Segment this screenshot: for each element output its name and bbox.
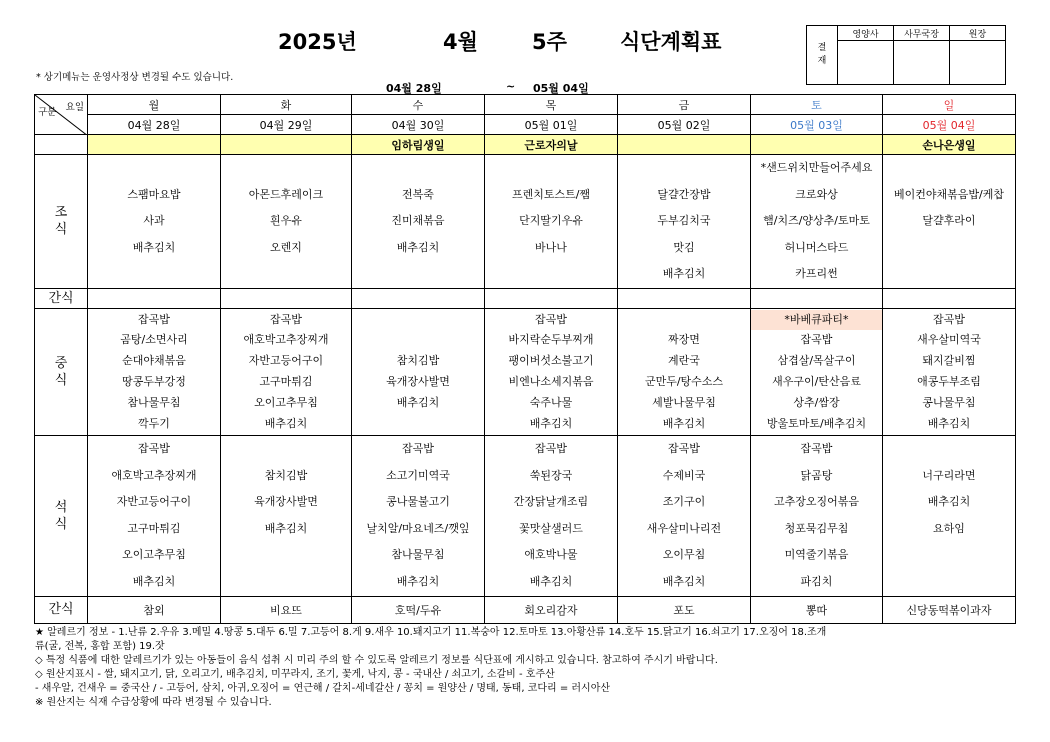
event-cell bbox=[751, 135, 883, 155]
footer-line: 류(굴, 전복, 홍합 포함) 19.잣 bbox=[35, 641, 165, 652]
dinner-cell bbox=[618, 435, 751, 596]
menu-item: 잡곡밥 bbox=[800, 441, 833, 455]
day-header: 일 bbox=[883, 95, 1016, 115]
menu-item: 오렌지 bbox=[270, 240, 302, 254]
menu-item bbox=[883, 436, 1015, 463]
menu-item: 햄/치즈/양상추/토마토 bbox=[763, 214, 870, 228]
footer-line: ◇ 원산지표시 - 쌀, 돼지고기, 닭, 오리고기, 배추김치, 미꾸라지, 조기, 꽃게, 낙지, 콩 - 국내산 / 쇠고기, 소갈비 - 호주산 bbox=[35, 669, 555, 680]
menu-item bbox=[221, 261, 351, 288]
snack1-cell bbox=[88, 288, 221, 308]
menu-item: 잡곡밥 bbox=[933, 312, 965, 326]
menu-item bbox=[352, 310, 484, 331]
lunch-cell bbox=[751, 308, 883, 435]
menu-item: 아몬드후레이크 bbox=[248, 187, 324, 201]
menu-item bbox=[883, 569, 1015, 596]
snack2-cell: 호떡/두유 bbox=[352, 596, 485, 623]
menu-item: 크로와상 bbox=[795, 187, 838, 201]
menu-item: 배추김치 bbox=[396, 574, 440, 588]
menu-item: 간장닭날개조림 bbox=[513, 495, 589, 509]
corner-category-label: 구분 bbox=[38, 107, 57, 118]
lunch-cell bbox=[485, 308, 618, 435]
date-header: 05월 02일 bbox=[618, 115, 751, 135]
menu-item: 땅콩두부강정 bbox=[122, 374, 186, 388]
menu-item: 조기구이 bbox=[662, 495, 706, 509]
menu-item: 숙주나물 bbox=[529, 395, 573, 409]
approval-sign-1 bbox=[838, 41, 894, 85]
menu-item: 육개장사발면 bbox=[254, 495, 318, 509]
event-cell bbox=[618, 135, 751, 155]
menu-item: 배추김치 bbox=[264, 416, 308, 430]
menu-item: 달걀간장밥 bbox=[657, 187, 711, 201]
date-header: 04월 30일 bbox=[352, 115, 485, 135]
approval-box bbox=[806, 25, 1006, 85]
menu-item bbox=[618, 155, 750, 182]
range-start: 04월 28일 bbox=[386, 82, 442, 95]
range-sep: ~ bbox=[506, 80, 516, 93]
menu-item: 소고기미역국 bbox=[386, 468, 450, 482]
menu-item: 스팸마요밥 bbox=[127, 187, 181, 201]
dinner-cell bbox=[352, 435, 485, 596]
day-header: 토 bbox=[751, 95, 883, 115]
menu-item bbox=[352, 155, 484, 182]
event-cell bbox=[221, 135, 352, 155]
menu-item: 흰우유 bbox=[270, 214, 302, 228]
event-row-head bbox=[35, 135, 88, 155]
title-week: 5주 bbox=[532, 30, 567, 54]
menu-item: 고구마튀김 bbox=[259, 374, 313, 388]
menu-item: 애호박고추장찌개 bbox=[111, 468, 197, 482]
menu-item bbox=[88, 155, 220, 182]
snack2-cell: 비요뜨 bbox=[221, 596, 352, 623]
breakfast-cell bbox=[352, 155, 485, 289]
dinner-cell bbox=[883, 435, 1016, 596]
event-cell: 임하림생일 bbox=[352, 135, 485, 155]
lunch-cell bbox=[221, 308, 352, 435]
menu-item: *샌드위치만들어주세요 bbox=[760, 161, 873, 174]
menu-item: 계란국 bbox=[668, 354, 700, 368]
menu-item: 참나물무침 bbox=[127, 395, 181, 409]
menu-item: 배추김치 bbox=[396, 240, 440, 254]
menu-item: 맛김 bbox=[673, 240, 695, 254]
day-header: 화 bbox=[221, 95, 352, 115]
breakfast-cell bbox=[751, 155, 883, 289]
menu-item: 군만두/탕수소스 bbox=[644, 374, 724, 388]
menu-item: 참치김밥 bbox=[264, 468, 308, 482]
menu-item: 오이고추무침 bbox=[122, 548, 186, 562]
change-notice: * 상기메뉴는 운영사정상 변경될 수도 있습니다. bbox=[36, 72, 234, 83]
breakfast-cell bbox=[883, 155, 1016, 289]
menu-item: 삼겹살/목살구이 bbox=[777, 354, 856, 368]
snack2-cell: 포도 bbox=[618, 596, 751, 623]
menu-item bbox=[352, 414, 484, 435]
lunch-cell bbox=[88, 308, 221, 435]
footer-line: ◇ 특정 식품에 대한 알레르기가 있는 아동들이 음식 섭취 시 미리 주의 할 수 있도록 알레르기 정보를 식단표에 게시하고 있습니다. 참고하여 주시기 바랍니다. bbox=[35, 655, 718, 666]
menu-item: 배추김치 bbox=[927, 495, 971, 509]
menu-item: 배추김치 bbox=[662, 574, 706, 588]
breakfast-cell bbox=[88, 155, 221, 289]
snack2-row-head: 간식 bbox=[35, 596, 88, 623]
menu-item: 배추김치 bbox=[529, 574, 573, 588]
dinner-cell bbox=[221, 435, 352, 596]
menu-item bbox=[221, 542, 351, 569]
lunch-row-head bbox=[35, 308, 88, 435]
menu-item: 두부김치국 bbox=[657, 214, 711, 228]
menu-item: 애호박고추장찌개 bbox=[243, 333, 329, 347]
dinner-row-head bbox=[35, 435, 88, 596]
menu-item: 너구리라면 bbox=[922, 468, 976, 482]
dinner-row-head-label: 석 식 bbox=[54, 499, 68, 532]
document-title bbox=[0, 26, 800, 60]
menu-item: 프렌치토스트/쨈 bbox=[511, 187, 591, 201]
menu-item: 새우구이/탄산음료 bbox=[772, 374, 861, 388]
menu-item: 돼지갈비찜 bbox=[922, 354, 976, 368]
menu-item: 잡곡밥 bbox=[535, 312, 567, 326]
day-header: 수 bbox=[352, 95, 485, 115]
event-cell: 근로자의날 bbox=[485, 135, 618, 155]
title-year: 2025년 bbox=[278, 30, 357, 54]
menu-item: 참나물무침 bbox=[391, 548, 445, 562]
menu-item bbox=[485, 261, 617, 288]
menu-item: 바나나 bbox=[535, 240, 567, 254]
snack1-cell bbox=[352, 288, 485, 308]
menu-item: 고구마튀김 bbox=[127, 521, 181, 535]
menu-item: 오이무침 bbox=[662, 548, 706, 562]
menu-item: 배추김치 bbox=[132, 574, 176, 588]
menu-item: 세발나물무침 bbox=[652, 395, 716, 409]
menu-item bbox=[883, 155, 1015, 182]
menu-item: 파김치 bbox=[800, 574, 833, 588]
menu-item: 새우살미역국 bbox=[917, 333, 981, 347]
corner-day-label: 요일 bbox=[65, 102, 84, 113]
footer-line: - 새우알, 건새우 = 중국산 / - 고등어, 삼치, 아귀,오징어 = 연근해 / 갈치-세네갈산 / 꽁치 = 원양산 / 명태, 동태, 코다리 = 러시아산 bbox=[35, 683, 611, 694]
date-header: 04월 29일 bbox=[221, 115, 352, 135]
menu-item: 육개장사발면 bbox=[386, 374, 450, 388]
menu-item: 날치알/마요네즈/깻잎 bbox=[366, 521, 470, 535]
menu-item bbox=[485, 155, 617, 182]
menu-item: 잡곡밥 bbox=[800, 333, 833, 347]
menu-item: 배추김치 bbox=[662, 267, 706, 281]
menu-item: 방울토마토/배추김치 bbox=[766, 416, 867, 430]
menu-item bbox=[618, 310, 750, 331]
allergy-origin-info bbox=[35, 626, 1020, 710]
menu-item: 사과 bbox=[143, 214, 165, 228]
footer-line: ★ 알레르기 정보 - 1.난류 2.우유 3.메밀 4.땅콩 5.대두 6.밀 7.고등어 8.게 9.새우 10.돼지고기 11.복숭아 12.토마토 13.아황산류 14.호두 15.닭고기 16.쇠고기 17.오징어 18.조개 bbox=[35, 627, 827, 638]
menu-item bbox=[88, 261, 220, 288]
menu-item: 단지딸기우유 bbox=[519, 214, 583, 228]
menu-item bbox=[883, 261, 1015, 288]
menu-item: 참치김밥 bbox=[396, 354, 440, 368]
menu-item: 잡곡밥 bbox=[270, 312, 302, 326]
day-header: 목 bbox=[485, 95, 618, 115]
breakfast-cell bbox=[618, 155, 751, 289]
menu-item: 배추김치 bbox=[662, 416, 706, 430]
title-month: 4월 bbox=[443, 30, 478, 54]
menu-item: 새우살미나리전 bbox=[646, 521, 722, 535]
day-header: 월 bbox=[88, 95, 221, 115]
footer-line: ※ 원산지는 식재 수급상황에 따라 변경될 수 있습니다. bbox=[35, 697, 272, 708]
menu-item: 오이고추무침 bbox=[254, 395, 318, 409]
menu-item bbox=[221, 155, 351, 182]
menu-item: 깍두기 bbox=[138, 416, 170, 430]
menu-item: 달걀후라이 bbox=[922, 214, 976, 228]
approval-label: 결 재 bbox=[807, 26, 838, 85]
lunch-cell bbox=[883, 308, 1016, 435]
dinner-cell bbox=[88, 435, 221, 596]
breakfast-cell bbox=[221, 155, 352, 289]
menu-item: 진미채볶음 bbox=[391, 214, 445, 228]
menu-item: 콩나물무침 bbox=[922, 395, 976, 409]
menu-item: 곰탕/소면사리 bbox=[120, 333, 188, 347]
approval-nutritionist: 영양사 bbox=[838, 26, 894, 41]
menu-item: 잡곡밥 bbox=[668, 441, 700, 455]
breakfast-row-head bbox=[35, 155, 88, 289]
menu-item: 전복죽 bbox=[402, 187, 434, 201]
date-header: 05월 04일 bbox=[883, 115, 1016, 135]
snack1-cell bbox=[221, 288, 352, 308]
menu-item: 애호박나물 bbox=[524, 548, 578, 562]
menu-item: 팽이버섯소불고기 bbox=[508, 354, 594, 368]
snack1-row-head: 간식 bbox=[35, 288, 88, 308]
menu-item: 배추김치 bbox=[132, 240, 176, 254]
snack2-cell: 참외 bbox=[88, 596, 221, 623]
menu-item: 고추장오징어볶음 bbox=[773, 495, 859, 509]
range-end: 05월 04일 bbox=[533, 82, 589, 95]
menu-item bbox=[352, 261, 484, 288]
menu-item: 짜장면 bbox=[668, 333, 700, 347]
breakfast-cell bbox=[485, 155, 618, 289]
menu-item bbox=[883, 542, 1015, 569]
date-header: 05월 03일 bbox=[751, 115, 883, 135]
menu-item: 잡곡밥 bbox=[535, 441, 567, 455]
menu-item: 비엔나소세지볶음 bbox=[508, 374, 594, 388]
dinner-cell bbox=[485, 435, 618, 596]
menu-item: 수제비국 bbox=[662, 468, 706, 482]
menu-item: 요하임 bbox=[933, 521, 965, 535]
corner-cell bbox=[35, 95, 88, 135]
menu-item: 청포묵김무침 bbox=[784, 521, 849, 535]
date-header: 04월 28일 bbox=[88, 115, 221, 135]
title-text: 식단계획표 bbox=[620, 30, 722, 54]
approval-director: 원장 bbox=[950, 26, 1006, 41]
menu-item: 잡곡밥 bbox=[402, 441, 434, 455]
menu-item: 상추/쌈장 bbox=[793, 395, 840, 409]
date-header: 05월 01일 bbox=[485, 115, 618, 135]
breakfast-row-head-label: 조 식 bbox=[54, 205, 68, 238]
event-cell bbox=[88, 135, 221, 155]
lunch-cell bbox=[618, 308, 751, 435]
menu-item: 순대야채볶음 bbox=[122, 354, 186, 368]
menu-item: 배추김치 bbox=[927, 416, 971, 430]
meal-plan-table bbox=[34, 94, 1016, 624]
snack2-cell: 회오리감자 bbox=[485, 596, 618, 623]
menu-item: 바지락순두부찌개 bbox=[508, 333, 594, 347]
menu-item bbox=[352, 330, 484, 351]
lunch-row-head-label: 중 식 bbox=[54, 355, 68, 388]
menu-item: 잡곡밥 bbox=[138, 441, 170, 455]
snack1-cell bbox=[751, 288, 883, 308]
snack1-cell bbox=[883, 288, 1016, 308]
approval-sign-2 bbox=[894, 41, 950, 85]
approval-secretary: 사무국장 bbox=[894, 26, 950, 41]
menu-item: 배추김치 bbox=[396, 395, 440, 409]
approval-sign-3 bbox=[950, 41, 1006, 85]
menu-item: 미역줄기볶음 bbox=[784, 548, 849, 562]
snack2-cell: 뽕따 bbox=[751, 596, 883, 623]
snack1-cell bbox=[618, 288, 751, 308]
menu-item: 허니머스타드 bbox=[784, 240, 849, 254]
menu-item: 배추김치 bbox=[264, 521, 308, 535]
menu-item: 꽃맛살샐러드 bbox=[519, 521, 583, 535]
menu-item: 베이컨야채볶음밥/케찹 bbox=[894, 187, 1004, 201]
menu-item: 닭곰탕 bbox=[800, 468, 833, 482]
menu-item: *바베큐파티* bbox=[751, 310, 882, 331]
snack2-cell: 신당동떡볶이과자 bbox=[883, 596, 1016, 623]
dinner-cell bbox=[751, 435, 883, 596]
menu-item bbox=[883, 235, 1015, 262]
menu-item: 콩나물불고기 bbox=[386, 495, 450, 509]
menu-item: 자반고등어구이 bbox=[116, 495, 192, 509]
menu-item: 배추김치 bbox=[529, 416, 573, 430]
event-cell: 손나은생일 bbox=[883, 135, 1016, 155]
lunch-cell bbox=[352, 308, 485, 435]
day-header: 금 bbox=[618, 95, 751, 115]
menu-item: 자반고등어구이 bbox=[248, 354, 324, 368]
menu-item: 쑥된장국 bbox=[529, 468, 573, 482]
menu-item bbox=[221, 569, 351, 596]
menu-item: 카프리썬 bbox=[795, 267, 838, 281]
menu-item: 애콩두부조림 bbox=[917, 374, 981, 388]
snack1-cell bbox=[485, 288, 618, 308]
menu-item: 잡곡밥 bbox=[138, 312, 170, 326]
menu-item bbox=[221, 436, 351, 463]
